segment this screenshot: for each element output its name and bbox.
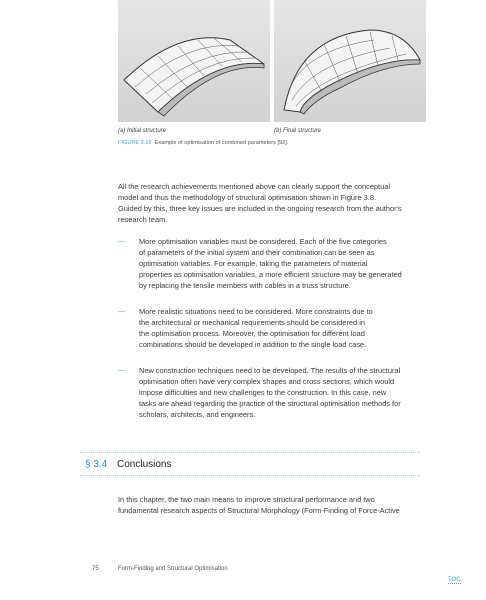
intro-paragraph xyxy=(118,181,428,225)
figure-caption-label: FIGURE 3.16 xyxy=(118,140,152,146)
bullet-line: combinations should be developed in addition to the single load case. xyxy=(139,340,367,349)
bullet-item xyxy=(139,306,429,350)
bullet-line: tasks are ahead regarding the practice of the structural optimisation methods for xyxy=(139,399,401,408)
section-number: § 3.4 xyxy=(85,459,108,470)
figure-caption-text: Example of optimisation of combined parameters [92]. xyxy=(154,140,289,146)
section-rule-top xyxy=(80,452,420,453)
subcaption-b: (b) Final structure xyxy=(274,128,322,134)
conclusion-paragraph xyxy=(118,494,428,516)
bullet-line: the optimisation process. Moreover, the optimisation for different load xyxy=(139,329,365,338)
bullet-item xyxy=(139,236,429,291)
running-footer-title: Form-Finding and Structural Optimisation xyxy=(118,566,228,572)
shell-final-drawing xyxy=(274,0,426,122)
intro-line: Guided by this, three key issues are included in the ongoing research from the author's xyxy=(118,204,402,213)
bullet-line: More optimisation variables must be considered. Each of the five categories xyxy=(139,237,387,246)
shell-initial-drawing xyxy=(118,0,270,122)
toc-link[interactable]: TOC xyxy=(448,577,461,583)
intro-line: All the research achievements mentioned above can clearly support the conceptual xyxy=(118,182,390,191)
bullet-line: scholars, architects, and engineers. xyxy=(139,410,256,419)
section-rule-bottom xyxy=(80,475,420,476)
figure-image-final-structure xyxy=(274,0,426,122)
bullet-dash: — xyxy=(118,236,126,245)
bullet-line: the architectural or mechanical requirements should be considered in xyxy=(139,318,365,327)
figure-caption xyxy=(118,140,288,146)
conclusion-line: In this chapter, the two main means to improve structural performance and two xyxy=(118,495,375,504)
bullet-dash: — xyxy=(118,306,126,315)
bullet-item xyxy=(139,365,429,420)
page-number: 75 xyxy=(92,566,99,572)
bullet-dash: — xyxy=(118,365,126,374)
bullet-line: of parameters of the initial system and their combination can be seen as xyxy=(139,248,375,257)
bullet-line: properties as optimisation variables, a more efficient structure may be generated xyxy=(139,270,402,279)
conclusion-line: fundamental research aspects of Structural Morphology (Form-Finding of Force-Active xyxy=(118,506,400,515)
bullet-line: optimisation often have very complex shapes and cross sections, which would xyxy=(139,377,395,386)
bullet-line: New construction techniques need to be developed. The results of the structural xyxy=(139,366,401,375)
figure-image-initial-structure xyxy=(118,0,270,122)
intro-line: model and thus the methodology of structural optimisation shown in Figure 3.8. xyxy=(118,193,376,202)
subcaption-a: (a) Initial structure xyxy=(118,128,167,134)
bullet-line: optimisation variables. For example, taking the parameters of material xyxy=(139,259,368,268)
bullet-line: impose difficulties and new challenges to the construction. In this case, new xyxy=(139,388,387,397)
section-title: Conclusions xyxy=(117,459,172,470)
intro-line: research team. xyxy=(118,215,168,224)
bullet-line: by replacing the tensile members with cables in a truss structure. xyxy=(139,281,351,290)
bullet-line: More realistic situations need to be considered. More constraints due to xyxy=(139,307,373,316)
